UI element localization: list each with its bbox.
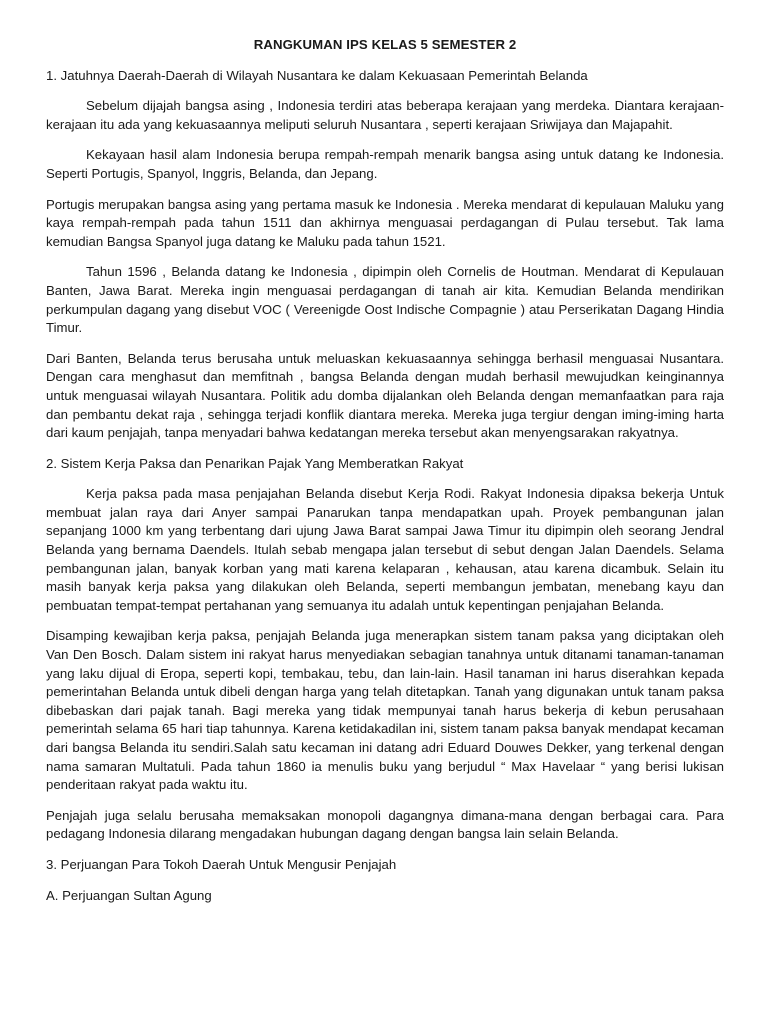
section-1-paragraph: Sebelum dijajah bangsa asing , Indonesia terdiri atas beberapa kerajaan yang merdeka. Diantara kerajaan-kerajaan itu ada yang kekuasaannya meliputi seluruh Nusantara , seperti kerajaan Sriwijaya dan Majapahit. (46, 98, 724, 132)
section-1-paragraph: Tahun 1596 , Belanda datang ke Indonesia , dipimpin oleh Cornelis de Houtman. Mendarat di Kepulauan Banten, Jawa Barat. Mereka ingin menguasai perdagangan di tanah air kita. Kemudian Belanda mendirikan perkumpulan dagang yang disebut VOC ( Vereenigde Oost Indische Compagnie ) atau Perserikatan Dagang Hindia Timur. (46, 264, 724, 336)
section-2-paragraph: Kerja paksa pada masa penjajahan Belanda disebut Kerja Rodi. Rakyat Indonesia dipaksa bekerja Untuk membuat jalan raya dari Anyer sampai Panarukan tanpa mendapatkan upah. Proyek pembangunan jalan sepanjang 1000 km yang terbentang dari ujung Jawa Barat sampai Jawa Timur itu dipimpin oleh seorang Jendral Belanda yang bernama Daendels. Itulah sebab mengapa jalan tersebut di sebut dengan Jalan Daendels. Selama pembangunan jalan, banyak korban yang mati karena kelaparan , kehausan, atau karena dicambuk. Selain itu masih banyak kerja paksa yang dilakukan oleh Belanda, seperti membangun jembatan, menebang kayu dan pembuatan tempat-tempat pertahanan yang semuanya itu adalah untuk kepentingan penjajahan Belanda. (46, 486, 724, 613)
document-page (46, 36, 724, 917)
section-1-paragraph: Kekayaan hasil alam Indonesia berupa rempah-rempah menarik bangsa asing untuk datang ke Indonesia. Seperti Portugis, Spanyol, Inggris, Belanda, dan Jepang. (46, 147, 724, 181)
section-1-paragraph: Portugis merupakan bangsa asing yang pertama masuk ke Indonesia . Mereka mendarat di kepulauan Maluku yang kaya rempah-rempah pada tahun 1511 dan akhirnya menguasai perdagangan di Pulau tersebut. Tak lama kemudian Bangsa Spanyol juga datang ke Maluku pada tahun 1521. (46, 196, 724, 249)
section-2-paragraph: Disamping kewajiban kerja paksa, penjajah Belanda juga menerapkan sistem tanam paksa yang diciptakan oleh Van Den Bosch. Dalam sistem ini rakyat harus menyediakan sebagian tanahnya untuk ditanami tanaman-tanaman yang laku dijual di Eropa, seperti kopi, tembakau, tebu, dan lain-lain. Hasil tanaman ini harus diserahkan kepada pemerintahan Belanda untuk dibeli dengan harga yang telah ditetapkan. Tanah yang digunakan untuk tanam paksa dibebaskan dari pajak tanah. Bagi mereka yang tidak mempunyai tanah harus bekerja di kebun perusahaan pemerintah selama 65 hari tiap tahunnya. Karena ketidakadilan ini, sistem tanam paksa banyak mendapat kecaman dari bangsa Belanda itu sendiri.Salah satu kecaman ini datang adri Eduard Douwes Dekker, yang terkenal dengan nama samaran Multatuli. Pada tahun 1860 ia menulis buku yang berjudul “ Max Havelaar “ yang berisi lukisan penderitaan rakyat pada waktu itu. (46, 628, 724, 793)
section-2-paragraph: Penjajah juga selalu berusaha memaksakan monopoli dagangnya dimana-mana dengan berbagai cara. Para pedagang Indonesia dilarang mengadakan hubungan dagang dengan bangsa lain selain Belanda. (46, 807, 724, 842)
section-2-heading: 2. Sistem Kerja Paksa dan Penarikan Pajak Yang Memberatkan Rakyat (46, 455, 464, 471)
section-3-heading: 3. Perjuangan Para Tokoh Daerah Untuk Mengusir Penjajah (46, 856, 397, 872)
section-1-paragraph: Dari Banten, Belanda terus berusaha untuk meluaskan kekuasaannya sehingga berhasil menguasai Nusantara. Dengan cara menghasut dan memfitnah , bangsa Belanda dengan mudah berhasil mewujudkan keinginannya untuk menguasai wilayah Nusantara. Politik adu domba dijalankan oleh Belanda dengan memanfaatkan para raja dan pembantu dekat raja , sehingga terjadi konflik diantara mereka. Mereka juga tergiur dengan iming-iming harta dari kaum penjajah, tanpa menyadari bahwa kedatangan mereka tersebut akan menyengsarakan rakyatnya. (46, 350, 724, 441)
section-3-subheading: A. Perjuangan Sultan Agung (46, 887, 212, 903)
document-title: RANGKUMAN IPS KELAS 5 SEMESTER 2 (253, 37, 517, 52)
section-1-heading: 1. Jatuhnya Daerah-Daerah di Wilayah Nusantara ke dalam Kekuasaan Pemerintah Belanda (46, 67, 588, 83)
